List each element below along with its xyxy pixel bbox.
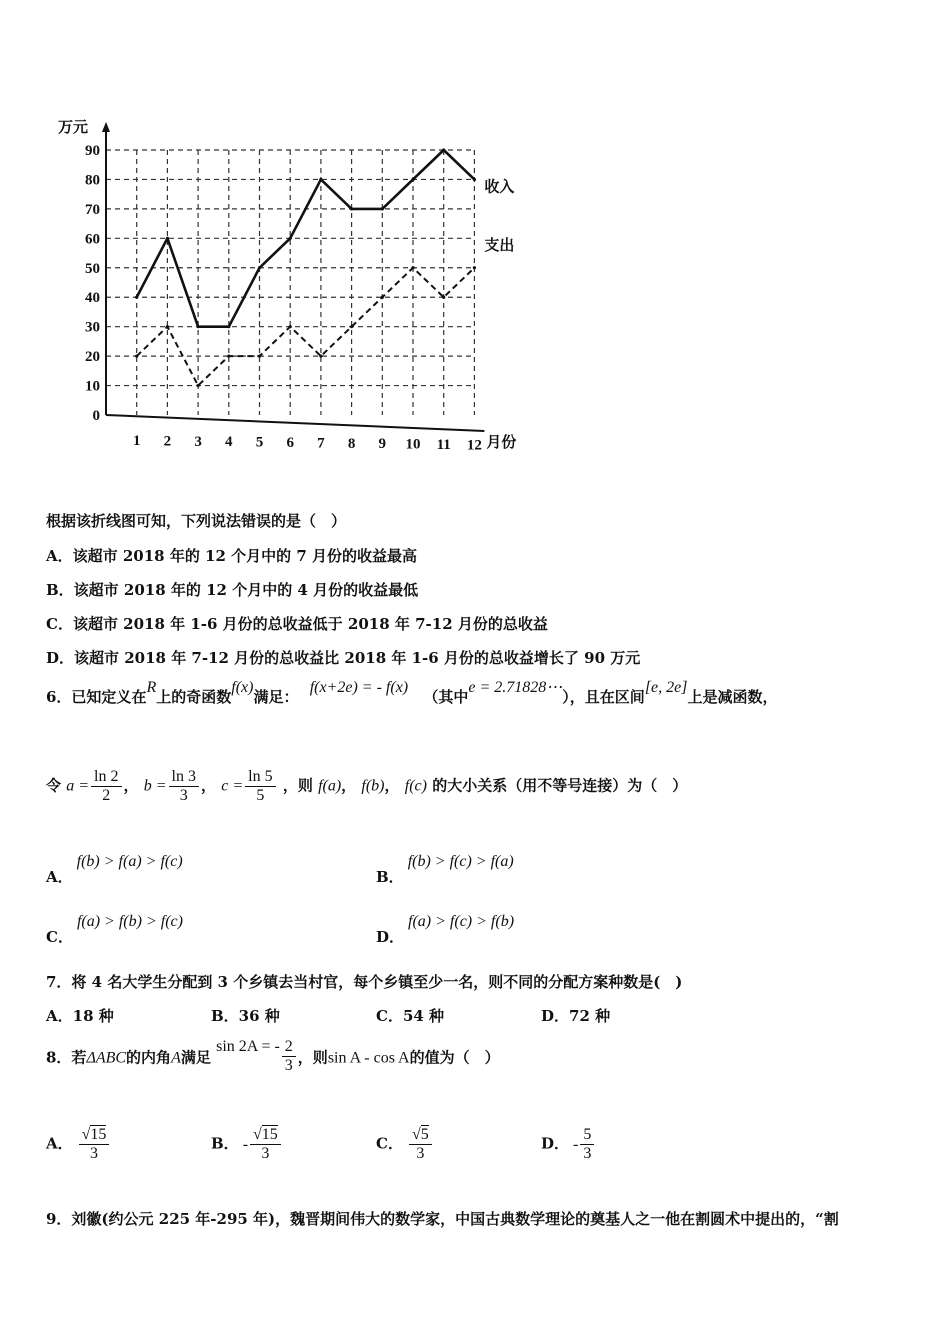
q8-text: ，则 (297, 1048, 328, 1067)
data-point (473, 266, 476, 269)
data-point (442, 296, 445, 299)
y-tick-label: 50 (85, 260, 100, 277)
y-tick-label: 70 (85, 201, 100, 218)
q6-option-c[interactable]: C．f(a) > f(b) > f(c) (46, 913, 183, 946)
q6-c-fraction: $\frac{\ln 5}{5}$ (245, 768, 275, 805)
q6-stem-line2: 令 a = $\frac{\ln 2}{2}$ ， b = $\frac{\ln 3}{3}$ ， c = $\frac{\ln 5}{5}$ ，则 f(a)， f(b)， f(c) 的大小关系（用不等号连接）为（ ） (46, 768, 688, 804)
y-tick-label: 20 (85, 349, 100, 366)
data-point (381, 296, 384, 299)
data-point (319, 355, 322, 358)
y-tick-label: 60 (85, 231, 100, 248)
series-label: 支出 (484, 235, 515, 254)
data-point (166, 237, 169, 240)
y-tick-label: 90 (85, 143, 100, 159)
y-axis-label: 万元 (58, 118, 89, 136)
q6-text: ），且在区间 (562, 688, 645, 706)
y-axis-arrow (102, 122, 110, 132)
data-point (289, 325, 292, 328)
x-tick-label: 7 (317, 435, 325, 452)
q6-b-lhs: b = (143, 777, 167, 795)
x-tick-label: 10 (405, 436, 421, 453)
q6-text: ，则 (282, 776, 313, 795)
q6-text: 令 (46, 776, 62, 795)
x-axis (106, 415, 484, 431)
q7-stem: 7．将 4 名大学生分配到 3 个乡镇去当村官，每个乡镇至少一名，则不同的分配方案种数是( ) (46, 973, 683, 991)
x-tick-label: 5 (255, 434, 264, 451)
x-tick-label: 2 (163, 433, 172, 450)
data-point (411, 266, 414, 269)
q6-option-d[interactable]: D．f(a) > f(c) > f(b) (376, 913, 515, 946)
data-point (350, 207, 353, 210)
q6-b-fraction: $\frac{\ln 3}{3}$ (169, 768, 199, 805)
q8-option-b[interactable]: B． - $\frac{√15}{3}$ (211, 1126, 283, 1163)
q6-fx: f(x) (231, 679, 254, 696)
q6-text: 的大小关系（用不等号连接）为（ ） (432, 776, 688, 795)
q5-option-c[interactable]: C．该超市 2018 年 1-6 月份的总收益低于 2018 年 7-12 月份的总收益 (46, 615, 548, 633)
data-point (319, 178, 322, 181)
data-point (350, 325, 353, 328)
data-point (258, 266, 261, 269)
q5-option-b[interactable]: B．该超市 2018 年的 12 个月中的 4 月份的收益最低 (46, 581, 419, 599)
x-tick-label: 9 (378, 436, 387, 453)
data-point (135, 296, 138, 299)
q8-expr: sin A - cos A (327, 1049, 410, 1067)
q8-text: 8．若 (46, 1048, 87, 1067)
q6-a-lhs: a = (66, 777, 90, 795)
q6-text: 满足： (253, 688, 299, 706)
q8-text: 的值为（ ） (409, 1048, 500, 1067)
q6-text: 6．已知定义在 (46, 688, 147, 706)
q8-text: 的内角 (126, 1048, 172, 1067)
data-point (227, 325, 230, 328)
data-point (411, 178, 414, 181)
data-point (258, 355, 261, 358)
chart-axes (102, 122, 484, 431)
q9-stem: 9．刘徽(约公元 225 年-295 年)，魏晋期间伟大的数学家，中国古典数学理论的奠基人之一他在割圆术中提出的，“割 (46, 1210, 839, 1228)
q6-text: （其中 (423, 688, 469, 706)
x-tick-label: 12 (466, 437, 482, 454)
y-tick-label: 0 (92, 408, 100, 424)
y-tick-label: 80 (85, 172, 100, 189)
line-chart (48, 110, 548, 470)
data-point (442, 148, 445, 151)
q8-option-c[interactable]: C． $\frac{√5}{3}$ (376, 1126, 434, 1163)
x-tick-label: 4 (225, 434, 233, 451)
q8-eq-lhs: sin 2A = - (216, 1037, 280, 1055)
q6-text: 上是减函数， (687, 688, 778, 706)
x-tick-label: 6 (286, 435, 294, 451)
q6-text: 上的奇函数 (156, 688, 232, 706)
q6-R: R (146, 679, 157, 696)
q6-interval: [e, 2e] (644, 679, 688, 696)
x-tick-label: 1 (132, 433, 141, 449)
x-axis-label: 月份 (486, 433, 517, 451)
x-tick-label: 11 (436, 437, 451, 453)
chart-labels (58, 118, 517, 454)
y-tick-label: 40 (85, 290, 100, 307)
data-point (381, 207, 384, 210)
q6-option-a[interactable]: A．f(b) > f(a) > f(c) (46, 853, 183, 886)
y-tick-label: 10 (85, 378, 100, 395)
q8-triangle: ΔABC (86, 1049, 127, 1067)
chart-ticks (85, 143, 482, 453)
x-tick-label: 3 (194, 433, 202, 450)
q7-option-b[interactable]: B．36 种 (211, 1007, 280, 1025)
data-point (166, 325, 169, 328)
data-point (197, 384, 200, 387)
q8-option-a[interactable]: A． $\frac{√15}{3}$ (46, 1126, 111, 1163)
data-point (197, 325, 200, 328)
q5-stem: 根据该折线图可知，下列说法错误的是（ ） (46, 512, 347, 530)
q8-text: 满足 (180, 1048, 211, 1067)
q7-option-a[interactable]: A．18 种 (46, 1007, 114, 1025)
q6-fb: f(b) (361, 777, 385, 795)
chart-grid (106, 150, 474, 415)
q6-e-const: e = 2.71828⋯ (468, 679, 563, 696)
q6-option-b[interactable]: B．f(b) > f(c) > f(a) (376, 853, 514, 886)
q6-fa: f(a) (318, 777, 342, 795)
y-tick-label: 30 (85, 319, 100, 336)
q6-equation: f(x+2e) = - f(x) (309, 679, 409, 696)
data-point (227, 355, 230, 358)
q8-stem (46, 1037, 500, 1077)
series-label: 收入 (484, 177, 515, 196)
q8-option-d[interactable]: D． - $\frac{5}{3}$ (541, 1126, 596, 1163)
data-point (135, 355, 138, 358)
x-tick-label: 8 (347, 435, 356, 452)
q6-fc: f(c) (404, 777, 427, 795)
q6-a-fraction: $\frac{\ln 2}{2}$ (91, 768, 121, 805)
q8-eq-fraction: $\frac{2}{3}$ (282, 1038, 296, 1075)
q7-option-c[interactable]: C．54 种 (376, 1007, 445, 1025)
data-point (289, 237, 292, 240)
q6-c-lhs: c = (221, 777, 244, 795)
q5-option-a[interactable]: A．该超市 2018 年的 12 个月中的 7 月份的收益最高 (46, 547, 418, 565)
q5-option-d[interactable]: D．该超市 2018 年 7-12 月份的总收益比 2018 年 1-6 月份的总收益增长了 90 万元 (46, 649, 641, 667)
q8-angle: A (171, 1049, 181, 1067)
q7-option-d[interactable]: D．72 种 (541, 1007, 611, 1025)
q6-stem-line1 (46, 679, 778, 707)
data-point (473, 178, 476, 181)
